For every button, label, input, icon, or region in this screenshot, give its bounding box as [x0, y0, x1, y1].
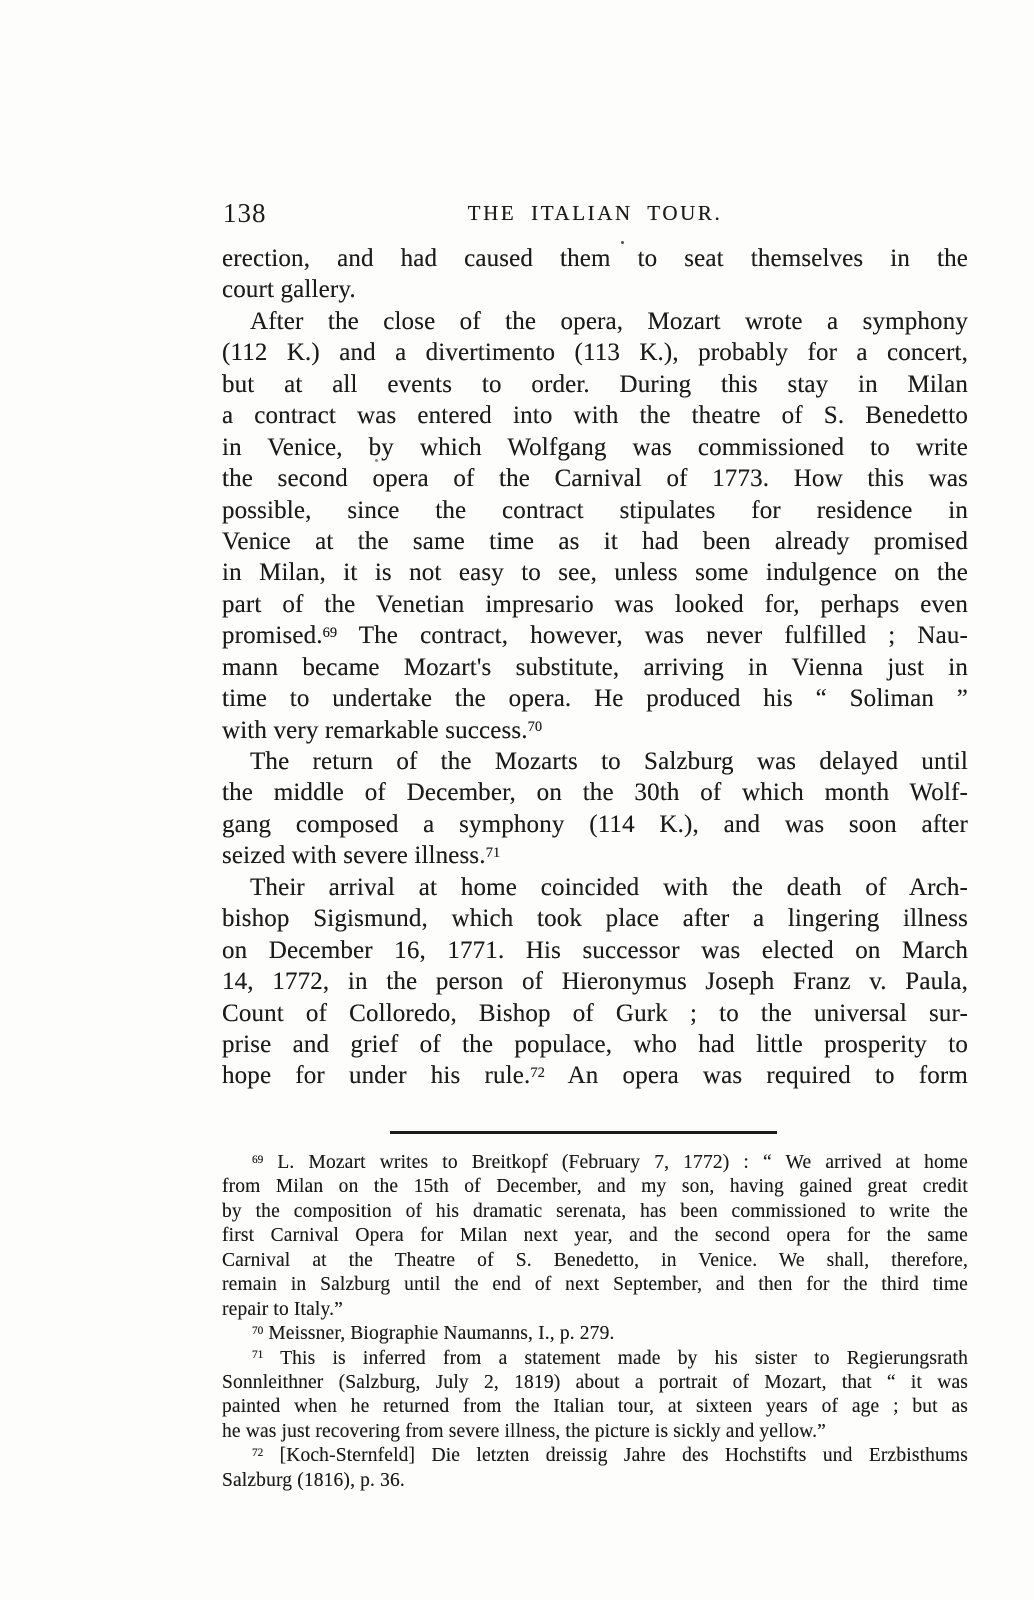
text-line: Salzburg (1816), p. 36. [222, 1469, 405, 1491]
text-line: court gallery. [222, 276, 356, 304]
text-line: in Venice, by which Wolfgang was commissioned to write [222, 433, 968, 461]
text-line: he was just recovering from severe illness, the picture is sickly and yellow.” [222, 1420, 826, 1442]
text-line: hope for under his rule.$^{72}$ An opera was required to form [222, 1062, 968, 1090]
text-line: Sonnleithner (Salzburg, July 2, 1819) about a portrait of Mozart, that “ it was [222, 1371, 968, 1393]
body-text [222, 243, 968, 1092]
text-line: repair to Italy.” [222, 1298, 343, 1320]
text-line: 14, 1772, in the person of Hieronymus Joseph Franz v. Paula, [222, 968, 968, 996]
running-title: THE ITALIAN TOUR. [467, 201, 723, 225]
text-line: Count of Colloredo, Bishop of Gurk ; to the universal sur- [222, 999, 968, 1027]
text-line: from Milan on the 15th of December, and my son, having gained great credit [222, 1176, 968, 1198]
text-line: time to undertake the opera. He produced his “ Soliman ” [222, 685, 968, 713]
text-line: by the composition of his dramatic serenata, has been commissioned to write the [222, 1200, 968, 1222]
text-line: first Carnival Opera for Milan next year, and the second opera for the same [222, 1225, 968, 1247]
text-line: but at all events to order. During this stay in Milan [222, 370, 968, 398]
text-line: Venice at the same time as it had been already promised [222, 527, 968, 555]
text-line: Their arrival at home coincided with the death of Arch- [250, 873, 968, 901]
text-line: promised.$^{69}$ The contract, however, was never fulfilled ; Nau- [222, 622, 968, 650]
text-line: the middle of December, on the 30th of which month Wolf- [222, 779, 968, 807]
text-line: Carnival at the Theatre of S. Benedetto, in Venice. We shall, therefore, [222, 1249, 968, 1271]
text-line: remain in Salzburg until the end of next September, and then for the third time [222, 1274, 968, 1296]
text-line: on December 16, 1771. His successor was elected on March [222, 936, 968, 964]
footnote-divider-rule [390, 1131, 777, 1134]
text-line: $^{71}$ This is inferred from a statement made by his sister to Regierungsrath [252, 1347, 968, 1369]
text-line: part of the Venetian impresario was looked for, perhaps even [222, 590, 968, 618]
text-line: $^{69}$ L. Mozart writes to Breitkopf (February 7, 1772) : “ We arrived at home [252, 1152, 968, 1173]
text-line: the second opera of the Carnival of 1773. How this was [222, 465, 968, 493]
text-line: seized with severe illness.$^{71}$ [222, 842, 501, 870]
type-area [222, 0, 968, 1600]
text-line: bishop Sigismund, which took place after a lingering illness [222, 905, 968, 933]
text-line: erection, and had caused them to seat themselves in the [222, 245, 968, 272]
text-line: possible, since the contract stipulates for residence in [222, 496, 968, 524]
footnotes [222, 1151, 968, 1493]
text-line: with very remarkable success.$^{70}$ [222, 716, 543, 744]
text-line: prise and grief of the populace, who had little prosperity to [222, 1030, 968, 1058]
text-line: After the close of the opera, Mozart wrote a symphony [250, 307, 968, 335]
text-line: in Milan, it is not easy to see, unless some indulgence on the [222, 559, 968, 587]
page-number: 138 [223, 198, 267, 228]
page-header [222, 196, 968, 230]
text-line: mann became Mozart's substitute, arriving in Vienna just in [222, 653, 968, 681]
text-line: (112 K.) and a divertimento (113 K.), probably for a concert, [222, 339, 968, 367]
text-line: gang composed a symphony (114 K.), and was soon after [222, 810, 968, 838]
text-line: The return of the Mozarts to Salzburg was delayed until [250, 748, 968, 775]
text-line: $^{70}$ Meissner, Biographie Naumanns, I., p. 279. [252, 1323, 615, 1345]
text-line: painted when he returned from the Italian tour, at sixteen years of age ; but as [222, 1396, 968, 1418]
text-line: $^{72}$ [Koch-Sternfeld] Die letzten dreissig Jahre des Hochstifts und Erzbisthums [252, 1445, 968, 1467]
text-line: a contract was entered into with the theatre of S. Benedetto [222, 402, 968, 430]
